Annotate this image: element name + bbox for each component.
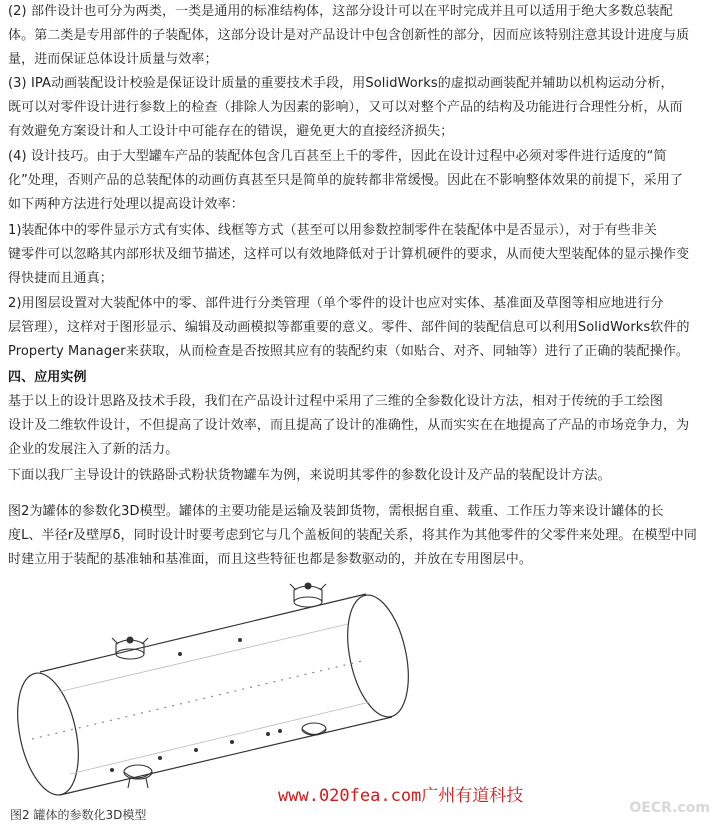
text-line: 企业的发展注入了新的活力。 — [8, 442, 179, 458]
text-line: 设计及二维软件设计，不但提高了设计效率，而且提高了设计的准确性，从而实实在在地提高了产品的市场竞争力，为 — [8, 418, 690, 434]
watermark-oecr: OECR.com — [629, 800, 710, 816]
text-line: (4) 设计技巧。由于大型罐车产品的装配体包含几百甚至上千的零件，因此在设计过程中必须对零件进行适度的“简 — [8, 149, 667, 164]
text-line: 有效避免方案设计和人工设计中可能存在的错误，避免更大的直接经济损失； — [8, 124, 454, 140]
figure-caption: 图2 罐体的参数化3D模型 — [10, 808, 147, 822]
text-line: 度L、半径r及壁厚δ，同时设计时要考虑到它与几个盖板间的装配关系，将其作为其他零件的父零件来处理。在模型中同 — [8, 528, 697, 544]
tank-seam-line — [32, 661, 362, 739]
paragraph-ipa-check — [8, 72, 708, 145]
text-line: 量，进而保证总体设计质量与效率； — [8, 52, 218, 68]
text-line: 基于以上的设计思路及技术手段，我们在产品设计过程中采用了三维的全参数化设计方法，相对于传统的手工绘图 — [8, 394, 664, 409]
text-line: 体。第二类是专用部件的子装配体，这部分设计是对产品设计中包含创新性的部分，因而应该特别注意其设计进度与质 — [8, 28, 690, 44]
top-cover-right — [290, 583, 326, 607]
text-line: 下面以我厂主导设计的铁路卧式粉状货物罐车为例，来说明其零件的参数化设计及产品的装配设计方法。 — [8, 468, 611, 483]
text-line: 图2为罐体的参数化3D模型。罐体的主要功能是运输及装卸货物，需根据自重、载重、工作压力等来设计罐体的长 — [8, 504, 664, 519]
paragraph-layers — [8, 292, 708, 365]
text-line: 1)装配体中的零件显示方式有实体、线框等方式（甚至可以用参数控制零件在装配体中是否显示），对于有些非关 — [8, 223, 657, 238]
text-line: 化”处理，否则产品的总装配体的动画仿真甚至只是简单的旋转都非常缓慢。因此在不影响整体效果的前提下，采用了 — [8, 173, 683, 189]
text-line: (3) IPA动画装配设计校验是保证设计质量的重要技术手段，用SolidWorks的虚拟动画装配并辅助以机构运动分析， — [8, 76, 674, 91]
paragraph-application — [8, 390, 708, 463]
text-line: 时建立用于装配的基准轴和基准面，而且这些特征也都是参数驱动的，并放在专用图层中。 — [8, 552, 533, 568]
text-line: (2) 部件设计也可分为两类，一类是通用的标准结构体，这部分设计可以在平时完成并且可以适用于绝大多数总装配 — [8, 4, 673, 19]
text-line: 得快捷而且通真； — [8, 271, 113, 287]
paragraph-figure-desc — [8, 500, 708, 573]
bottom-fitting-right — [302, 723, 326, 735]
paragraph-parts-design — [8, 0, 708, 73]
watermark-site: www.020fea.com广州有道科技 — [278, 786, 524, 806]
tank-3d-model-figure — [10, 574, 450, 804]
section-heading — [8, 366, 708, 390]
text-line: 既可以对零件设计进行参数上的检查（排除人为因素的影响），又可以对整个产品的结构及功能进行合理性分析，从而 — [8, 100, 683, 116]
paragraph-design-tips — [8, 145, 708, 218]
paragraph-example-intro — [8, 464, 708, 488]
tank-right-end — [338, 590, 419, 723]
text-line: 2)用图层设置对大装配体中的零、部件进行分类管理（单个零件的设计也应对实体、基准面及草图等相应地进行分 — [8, 296, 664, 311]
text-line: 层管理），这样对于图形显示、编辑及动画模拟等都重要的意义。零件、部件间的装配信息可以利用SolidWorks软件的 — [8, 320, 690, 336]
text-line: 如下两种方法进行处理以提高设计效率： — [8, 197, 244, 213]
text-line: 键零件可以忽略其内部形状及细节描述，这样可以有效地降低对于计算机硬件的要求，从而使大型装配体的显示操作变 — [8, 247, 690, 263]
paragraph-display-mode — [8, 219, 708, 292]
heading-text: 四、应用实例 — [8, 370, 87, 385]
text-line: Property Manager来获取，从而检查是否按照其应有的装配约束（如贴合、对齐、同轴等）进行了正确的装配操作。 — [8, 344, 690, 360]
